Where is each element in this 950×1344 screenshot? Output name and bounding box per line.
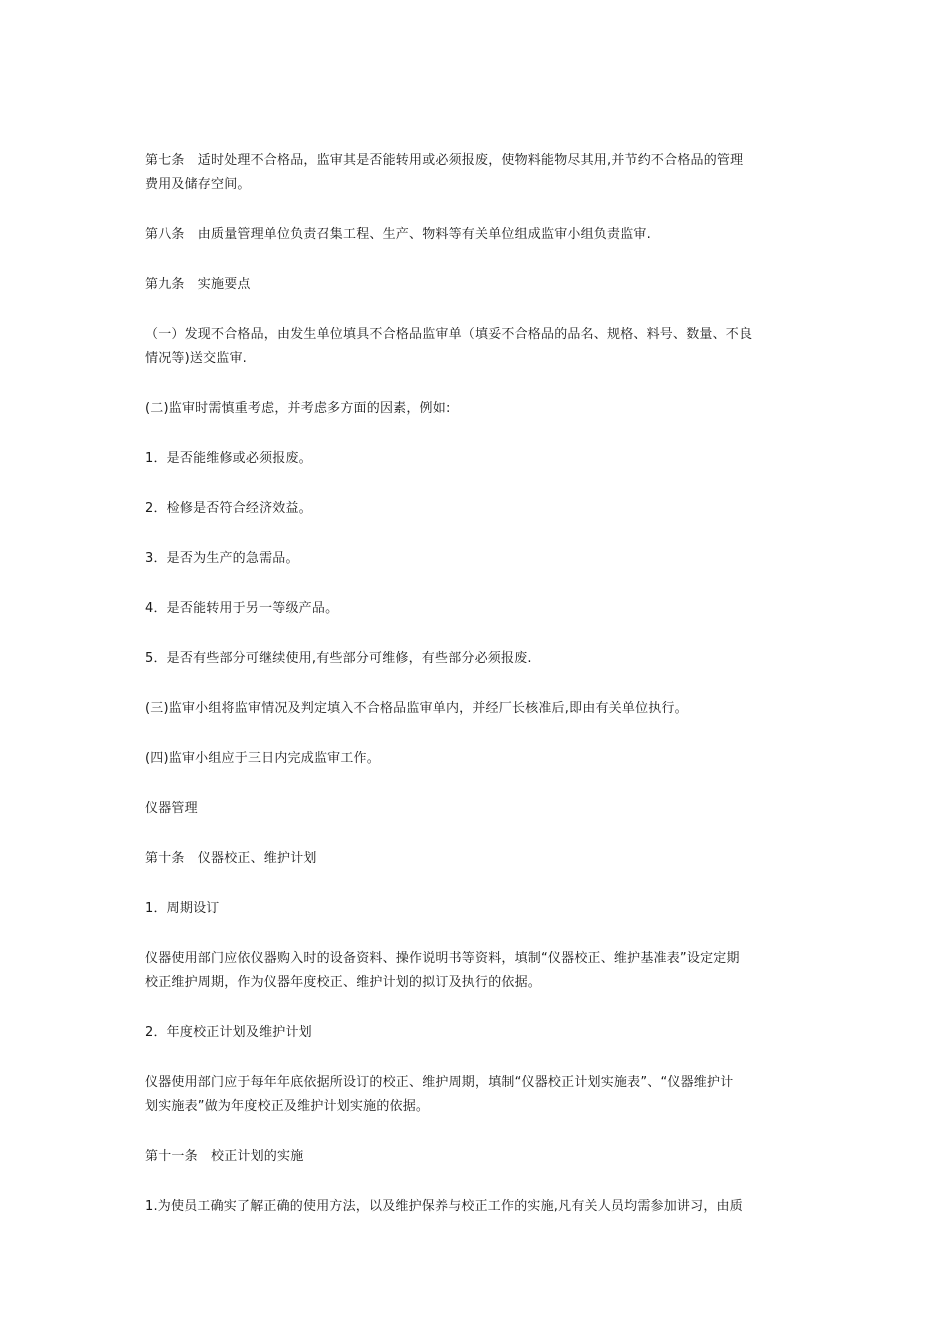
paragraph-line: （一）发现不合格品，由发生单位填具不合格品监审单（填妥不合格品的品名、规格、料号、数量、不良 [145,327,753,342]
document-body [145,149,810,1245]
paragraph [145,1195,810,1219]
paragraph-line: 1．是否能维修或必须报废。 [145,451,312,466]
paragraph [145,697,810,721]
paragraph-line: 2．年度校正计划及维护计划 [145,1025,312,1040]
paragraph-line: 仪器管理 [145,801,198,816]
paragraph-line: 校正维护周期，作为仪器年度校正、维护计划的拟订及执行的依据。 [145,975,542,990]
paragraph [145,597,810,621]
paragraph-line: 费用及储存空间。 [145,177,251,192]
paragraph [145,747,810,771]
paragraph-line: 第九条 实施要点 [145,277,251,292]
paragraph-line: 1.为使员工确实了解正确的使用方法，以及维护保养与校正工作的实施,凡有关人员均需参加讲习，由质 [145,1199,743,1214]
paragraph-line: 1．周期设订 [145,901,220,916]
paragraph [145,847,810,871]
paragraph-line: 2．检修是否符合经济效益。 [145,501,312,516]
paragraph-line: 4．是否能转用于另一等级产品。 [145,601,339,616]
paragraph-line: 仪器使用部门应于每年年底依据所设订的校正、维护周期，填制“仪器校正计划实施表”、“仪器维护计 [145,1075,734,1090]
paragraph [145,547,810,571]
paragraph [145,1145,810,1169]
paragraph-line: 5．是否有些部分可继续使用,有些部分可维修，有些部分必须报废. [145,651,532,666]
paragraph-line: 3．是否为生产的急需品。 [145,551,299,566]
paragraph [145,323,810,371]
paragraph-line: 第十一条 校正计划的实施 [145,1149,304,1164]
paragraph [145,1071,810,1119]
paragraph-line: (三)监审小组将监审情况及判定填入不合格品监审单内，并经厂长核准后,即由有关单位执行。 [145,701,688,716]
paragraph-line: 第八条 由质量管理单位负责召集工程、生产、物料等有关单位组成监审小组负责监审. [145,227,651,242]
paragraph-line: 情况等)送交监审. [145,351,248,366]
paragraph [145,497,810,521]
paragraph-line: (二)监审时需慎重考虑，并考虑多方面的因素，例如: [145,401,451,416]
paragraph [145,947,810,995]
paragraph [145,1021,810,1045]
paragraph-line: 划实施表”做为年度校正及维护计划实施的依据。 [145,1099,430,1114]
paragraph [145,897,810,921]
paragraph [145,647,810,671]
paragraph-line: 第十条 仪器校正、维护计划 [145,851,317,866]
paragraph [145,149,810,197]
paragraph [145,797,810,821]
paragraph [145,223,810,247]
paragraph [145,273,810,297]
paragraph [145,397,810,421]
paragraph [145,447,810,471]
paragraph-line: 仪器使用部门应依仪器购入时的设备资料、操作说明书等资料，填制“仪器校正、维护基准表”设定定期 [145,951,740,966]
paragraph-line: (四)监审小组应于三日内完成监审工作。 [145,751,380,766]
paragraph-line: 第七条 适时处理不合格品，监审其是否能转用或必须报废，使物料能物尽其用,并节约不合格品的管理 [145,153,744,168]
